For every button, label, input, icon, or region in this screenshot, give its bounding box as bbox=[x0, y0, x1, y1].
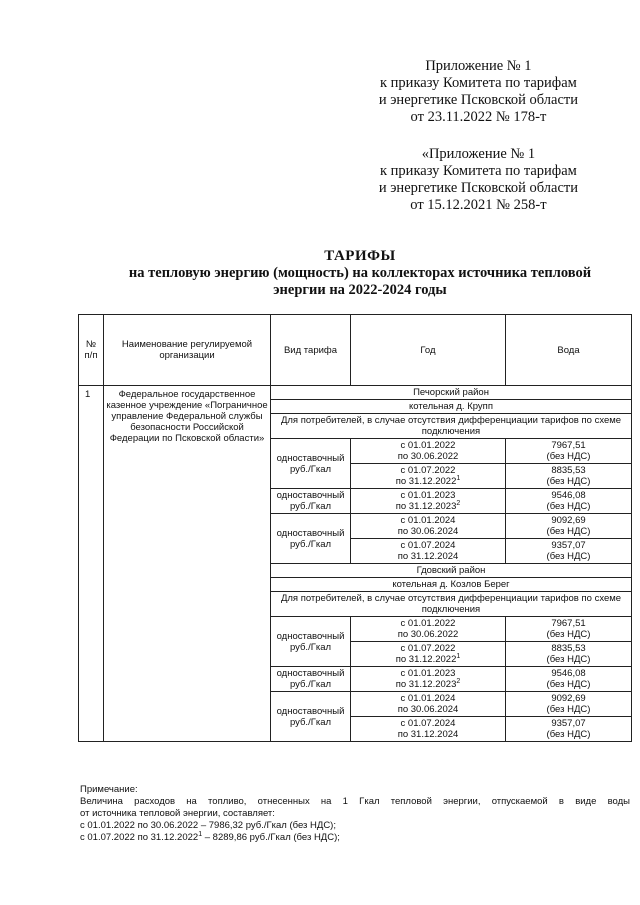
appendix-header-original bbox=[379, 146, 578, 214]
appendix-line: к приказу Комитета по тарифам bbox=[380, 163, 577, 179]
tariff-type: одноставочный руб./Гкал bbox=[271, 667, 351, 692]
tariff-value-cell bbox=[506, 464, 632, 489]
tariff-value-cell bbox=[506, 439, 632, 464]
tariff-value-cell bbox=[506, 667, 632, 692]
vat-note: (без НДС) bbox=[546, 526, 591, 537]
period-from: с 01.01.2024 bbox=[400, 515, 456, 526]
tariff-value: 7967,51 bbox=[551, 440, 586, 451]
tariff-type: одноставочный руб./Гкал bbox=[271, 617, 351, 667]
header-year: Год bbox=[351, 315, 506, 386]
tariff-value: 9546,08 bbox=[551, 490, 586, 501]
period-cell bbox=[351, 667, 506, 692]
appendix-line: от 23.11.2022 № 178-т bbox=[410, 109, 547, 125]
appendix-line: к приказу Комитета по тарифам bbox=[380, 75, 577, 91]
period-to: по 31.12.2024 bbox=[397, 551, 459, 562]
vat-note: (без НДС) bbox=[546, 729, 591, 740]
boiler-name: котельная д. Козлов Берег bbox=[271, 578, 632, 592]
notes-line: от источника тепловой энергии, составляет: bbox=[80, 808, 275, 819]
vat-note: (без НДС) bbox=[546, 679, 591, 690]
period-cell bbox=[351, 642, 506, 667]
footnote-mark: 2 bbox=[456, 677, 461, 685]
tariff-value: 9092,69 bbox=[551, 693, 586, 704]
tariff-value: 9546,08 bbox=[551, 668, 586, 679]
period-from: с 01.07.2024 bbox=[400, 540, 456, 551]
appendix-line: от 15.12.2021 № 258-т bbox=[410, 197, 547, 213]
tariff-type: одноставочный руб./Гкал bbox=[271, 692, 351, 742]
document-title bbox=[100, 248, 620, 299]
period-from: с 01.01.2023 bbox=[400, 668, 456, 679]
notes-label: Примечание: bbox=[80, 784, 138, 795]
tariff-value-cell bbox=[506, 617, 632, 642]
district-name: Гдовский район bbox=[271, 564, 632, 578]
notes-line: с 01.01.2022 по 30.06.2022 – 7986,32 руб./Гкал (без НДС); bbox=[80, 820, 336, 831]
tariff-value: 9357,07 bbox=[551, 718, 586, 729]
district-name: Печорский район bbox=[271, 386, 632, 400]
period-to: по 31.12.2022 bbox=[395, 654, 457, 665]
vat-note: (без НДС) bbox=[546, 551, 591, 562]
vat-note: (без НДС) bbox=[546, 476, 591, 487]
vat-note: (без НДС) bbox=[546, 501, 591, 512]
footnote-mark: 1 bbox=[456, 652, 461, 660]
period-cell bbox=[351, 464, 506, 489]
period-to: по 30.06.2024 bbox=[397, 704, 459, 715]
period-to: по 31.12.2023 bbox=[395, 679, 457, 690]
notes-value: – 8289,86 руб./Гкал (без НДС); bbox=[202, 832, 340, 843]
period-to: по 31.12.2024 bbox=[397, 729, 459, 740]
boiler-name: котельная д. Крупп bbox=[271, 400, 632, 414]
appendix-header-current bbox=[379, 58, 578, 126]
tariff-value: 9357,07 bbox=[551, 540, 586, 551]
notes-line: Величина расходов на топливо, отнесенных на 1 Гкал тепловой энергии, отпускаемой в виде воды bbox=[80, 796, 630, 807]
header-num: № п/п bbox=[79, 315, 104, 386]
notes-period: с 01.07.2022 по 31.12.2022 bbox=[80, 832, 199, 843]
period-cell bbox=[351, 514, 506, 539]
tariff-value: 9092,69 bbox=[551, 515, 586, 526]
period-cell bbox=[351, 617, 506, 642]
period-from: с 01.01.2022 bbox=[400, 618, 456, 629]
tariff-value-cell bbox=[506, 539, 632, 564]
period-cell bbox=[351, 439, 506, 464]
period-to: по 31.12.2023 bbox=[395, 501, 457, 512]
tariff-value-cell bbox=[506, 489, 632, 514]
period-cell bbox=[351, 489, 506, 514]
vat-note: (без НДС) bbox=[546, 654, 591, 665]
header-water: Вода bbox=[506, 315, 632, 386]
organization-name: Федеральное государственное казенное учреждение «Пограничное управление Федеральной службы безопасности Российской Федерации по Псковской области» bbox=[104, 386, 271, 742]
tariff-value: 8835,53 bbox=[551, 465, 586, 476]
tariff-value-cell bbox=[506, 717, 632, 742]
appendix-line: и энергетике Псковской области bbox=[378, 180, 578, 196]
consumer-note: Для потребителей, в случае отсутствия дифференциации тарифов по схеме подключения bbox=[271, 414, 632, 439]
notes-line bbox=[80, 832, 630, 844]
tariff-type: одноставочный руб./Гкал bbox=[271, 489, 351, 514]
tariff-value: 8835,53 bbox=[551, 643, 586, 654]
footnote-mark: 1 bbox=[198, 830, 203, 838]
tariff-type: одноставочный руб./Гкал bbox=[271, 514, 351, 564]
period-to: по 30.06.2022 bbox=[397, 451, 459, 462]
tariff-value-cell bbox=[506, 692, 632, 717]
tariff-type: одноставочный руб./Гкал bbox=[271, 439, 351, 489]
period-from: с 01.01.2023 bbox=[400, 490, 456, 501]
period-cell bbox=[351, 692, 506, 717]
title-main: ТАРИФЫ bbox=[324, 248, 396, 264]
row-number: 1 bbox=[79, 386, 104, 742]
header-type: Вид тарифа bbox=[271, 315, 351, 386]
title-line: энергии на 2022-2024 годы bbox=[273, 282, 447, 298]
footnote-mark: 2 bbox=[456, 499, 461, 507]
table-header-row bbox=[79, 315, 632, 386]
footnote-mark: 1 bbox=[456, 474, 461, 482]
vat-note: (без НДС) bbox=[546, 704, 591, 715]
tariff-table bbox=[78, 314, 632, 742]
header-org: Наименование регулируемой организации bbox=[104, 315, 271, 386]
period-from: с 01.01.2022 bbox=[400, 440, 456, 451]
appendix-line: «Приложение № 1 bbox=[421, 146, 536, 162]
appendix-line: Приложение № 1 bbox=[425, 58, 532, 74]
table-row bbox=[79, 386, 632, 400]
period-from: с 01.07.2022 bbox=[400, 465, 456, 476]
vat-note: (без НДС) bbox=[546, 629, 591, 640]
period-cell bbox=[351, 539, 506, 564]
period-from: с 01.07.2024 bbox=[400, 718, 456, 729]
period-to: по 30.06.2024 bbox=[397, 526, 459, 537]
consumer-note: Для потребителей, в случае отсутствия дифференциации тарифов по схеме подключения bbox=[271, 592, 632, 617]
period-from: с 01.01.2024 bbox=[400, 693, 456, 704]
period-from: с 01.07.2022 bbox=[400, 643, 456, 654]
tariff-value: 7967,51 bbox=[551, 618, 586, 629]
vat-note: (без НДС) bbox=[546, 451, 591, 462]
period-cell bbox=[351, 717, 506, 742]
period-to: по 30.06.2022 bbox=[397, 629, 459, 640]
tariff-value-cell bbox=[506, 642, 632, 667]
period-to: по 31.12.2022 bbox=[395, 476, 457, 487]
tariff-value-cell bbox=[506, 514, 632, 539]
appendix-line: и энергетике Псковской области bbox=[378, 92, 578, 108]
notes-section bbox=[80, 784, 630, 844]
title-line: на тепловую энергию (мощность) на коллекторах источника тепловой bbox=[128, 265, 592, 281]
